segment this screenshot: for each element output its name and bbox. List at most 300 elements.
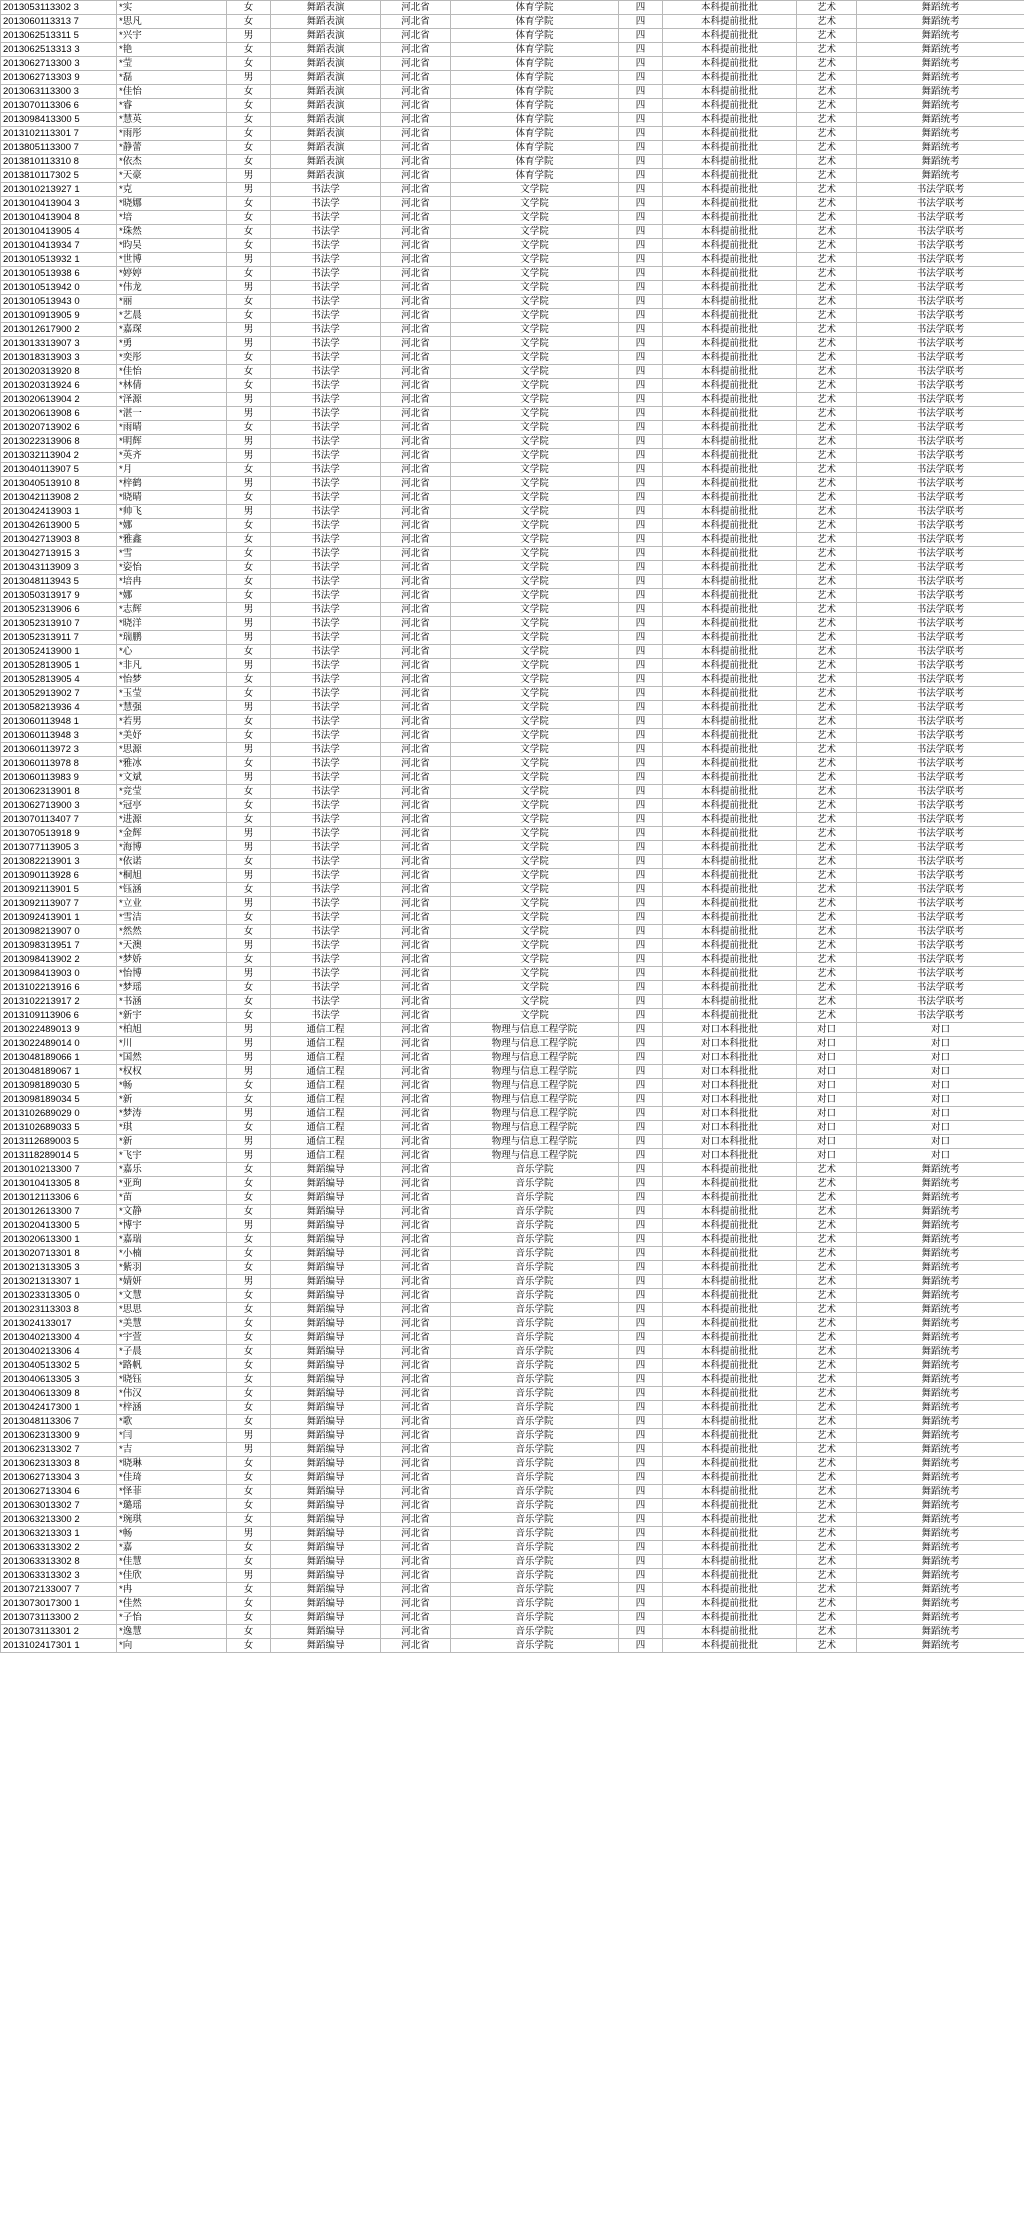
cell-category: 艺术 [797,1597,857,1611]
cell-major: 书法学 [271,659,381,673]
cell-major: 书法学 [271,379,381,393]
cell-province: 河北省 [381,1499,451,1513]
cell-category: 艺术 [797,85,857,99]
cell-province: 河北省 [381,1289,451,1303]
cell-college: 音乐学院 [451,1541,619,1555]
cell-study-years: 四 [619,1429,663,1443]
cell-sex: 女 [227,1639,271,1653]
cell-exam-type: 舞蹈统考 [857,1205,1024,1219]
cell-exam-type: 舞蹈统考 [857,1345,1024,1359]
cell-study-years: 四 [619,953,663,967]
cell-college: 音乐学院 [451,1331,619,1345]
cell-sex: 男 [227,169,271,183]
cell-study-years: 四 [619,729,663,743]
cell-exam-id: 2013010213927 1 [1,183,117,197]
table-row [1,1485,1024,1499]
cell-admission-batch: 本科提前批批 [663,1387,797,1401]
cell-college: 音乐学院 [451,1457,619,1471]
cell-sex: 男 [227,71,271,85]
cell-major: 书法学 [271,715,381,729]
cell-college: 文学院 [451,547,619,561]
cell-college: 音乐学院 [451,1513,619,1527]
cell-sex: 女 [227,155,271,169]
cell-college: 体育学院 [451,29,619,43]
cell-sex: 女 [227,85,271,99]
cell-sex: 男 [227,939,271,953]
cell-exam-id: 2013052913902 7 [1,687,117,701]
cell-admission-batch: 本科提前批批 [663,841,797,855]
cell-admission-batch: 本科提前批批 [663,1485,797,1499]
cell-province: 河北省 [381,617,451,631]
cell-study-years: 四 [619,855,663,869]
cell-category: 艺术 [797,701,857,715]
cell-exam-id: 2013042113908 2 [1,491,117,505]
cell-sex: 男 [227,603,271,617]
cell-admission-batch: 本科提前批批 [663,575,797,589]
cell-student-name: *克 [117,183,227,197]
cell-exam-type: 书法学联考 [857,659,1024,673]
cell-major: 书法学 [271,491,381,505]
cell-category: 艺术 [797,995,857,1009]
cell-major: 书法学 [271,925,381,939]
table-row [1,729,1024,743]
cell-college: 文学院 [451,631,619,645]
cell-exam-type: 书法学联考 [857,995,1024,1009]
cell-admission-batch: 本科提前批批 [663,1233,797,1247]
cell-sex: 男 [227,337,271,351]
cell-admission-batch: 本科提前批批 [663,1317,797,1331]
cell-major: 书法学 [271,603,381,617]
cell-study-years: 四 [619,1401,663,1415]
table-row [1,463,1024,477]
cell-province: 河北省 [381,841,451,855]
cell-college: 文学院 [451,925,619,939]
cell-student-name: *冉 [117,1583,227,1597]
cell-exam-id: 2013048189066 1 [1,1051,117,1065]
cell-exam-type: 书法学联考 [857,225,1024,239]
cell-student-name: *琪 [117,1121,227,1135]
cell-exam-type: 书法学联考 [857,267,1024,281]
cell-category: 艺术 [797,505,857,519]
cell-category: 艺术 [797,1485,857,1499]
cell-category: 艺术 [797,113,857,127]
cell-admission-batch: 本科提前批批 [663,155,797,169]
cell-study-years: 四 [619,1107,663,1121]
cell-college: 文学院 [451,855,619,869]
cell-student-name: *文慧 [117,1289,227,1303]
cell-province: 河北省 [381,267,451,281]
table-row [1,1051,1024,1065]
cell-admission-batch: 本科提前批批 [663,407,797,421]
cell-study-years: 四 [619,1233,663,1247]
cell-sex: 男 [227,897,271,911]
cell-study-years: 四 [619,141,663,155]
cell-exam-type: 对口 [857,1037,1024,1051]
cell-exam-id: 2013062513313 3 [1,43,117,57]
cell-province: 河北省 [381,827,451,841]
cell-province: 河北省 [381,1583,451,1597]
cell-college: 音乐学院 [451,1219,619,1233]
table-row [1,519,1024,533]
cell-sex: 女 [227,953,271,967]
cell-major: 舞蹈编导 [271,1443,381,1457]
cell-province: 河北省 [381,687,451,701]
cell-student-name: *实 [117,1,227,15]
cell-study-years: 四 [619,911,663,925]
cell-province: 河北省 [381,421,451,435]
cell-student-name: *志辉 [117,603,227,617]
cell-college: 音乐学院 [451,1191,619,1205]
cell-exam-id: 2013040213300 4 [1,1331,117,1345]
cell-province: 河北省 [381,1023,451,1037]
cell-exam-type: 书法学联考 [857,547,1024,561]
cell-province: 河北省 [381,631,451,645]
cell-study-years: 四 [619,995,663,1009]
cell-admission-batch: 本科提前批批 [663,505,797,519]
table-row [1,617,1024,631]
cell-study-years: 四 [619,71,663,85]
cell-exam-type: 舞蹈统考 [857,113,1024,127]
cell-college: 体育学院 [451,85,619,99]
cell-major: 舞蹈表演 [271,113,381,127]
cell-admission-batch: 本科提前批批 [663,1,797,15]
cell-province: 河北省 [381,1569,451,1583]
cell-college: 体育学院 [451,1,619,15]
cell-exam-id: 2013042413903 1 [1,505,117,519]
cell-exam-id: 2013052813905 4 [1,673,117,687]
cell-sex: 女 [227,883,271,897]
cell-sex: 女 [227,1247,271,1261]
cell-exam-type: 书法学联考 [857,477,1024,491]
cell-admission-batch: 对口本科批批 [663,1121,797,1135]
cell-admission-batch: 本科提前批批 [663,1303,797,1317]
cell-exam-type: 书法学联考 [857,393,1024,407]
cell-admission-batch: 本科提前批批 [663,1555,797,1569]
table-row [1,1359,1024,1373]
cell-college: 音乐学院 [451,1387,619,1401]
cell-category: 艺术 [797,211,857,225]
cell-study-years: 四 [619,1163,663,1177]
cell-province: 河北省 [381,281,451,295]
cell-student-name: *梓涵 [117,1401,227,1415]
cell-category: 艺术 [797,603,857,617]
table-row [1,1401,1024,1415]
cell-exam-type: 舞蹈统考 [857,71,1024,85]
cell-student-name: *文静 [117,1205,227,1219]
cell-exam-type: 对口 [857,1107,1024,1121]
table-row [1,939,1024,953]
cell-college: 文学院 [451,295,619,309]
table-row [1,183,1024,197]
cell-category: 艺术 [797,1163,857,1177]
cell-major: 书法学 [271,337,381,351]
cell-admission-batch: 本科提前批批 [663,1625,797,1639]
cell-college: 物理与信息工程学院 [451,1121,619,1135]
cell-category: 对口 [797,1065,857,1079]
cell-exam-id: 2013102417301 1 [1,1639,117,1653]
cell-category: 对口 [797,1135,857,1149]
cell-student-name: *立业 [117,897,227,911]
table-row [1,1639,1024,1653]
cell-exam-id: 2013040613309 8 [1,1387,117,1401]
cell-sex: 男 [227,1051,271,1065]
cell-category: 艺术 [797,547,857,561]
cell-category: 艺术 [797,631,857,645]
cell-study-years: 四 [619,967,663,981]
cell-exam-id: 2013062713304 6 [1,1485,117,1499]
cell-student-name: *璐瑶 [117,1499,227,1513]
table-row [1,57,1024,71]
cell-major: 舞蹈编导 [271,1163,381,1177]
table-row [1,1065,1024,1079]
cell-exam-id: 2013053113302 3 [1,1,117,15]
cell-study-years: 四 [619,1177,663,1191]
cell-province: 河北省 [381,1387,451,1401]
cell-category: 艺术 [797,267,857,281]
table-row [1,43,1024,57]
table-row [1,1555,1024,1569]
cell-major: 书法学 [271,239,381,253]
cell-sex: 男 [227,617,271,631]
cell-major: 书法学 [271,897,381,911]
cell-college: 音乐学院 [451,1317,619,1331]
cell-study-years: 四 [619,379,663,393]
cell-major: 舞蹈表演 [271,29,381,43]
cell-college: 文学院 [451,883,619,897]
cell-student-name: *艺晨 [117,309,227,323]
cell-major: 通信工程 [271,1051,381,1065]
cell-category: 艺术 [797,757,857,771]
cell-province: 河北省 [381,1639,451,1653]
cell-province: 河北省 [381,15,451,29]
cell-exam-type: 对口 [857,1149,1024,1163]
cell-student-name: *柏旭 [117,1023,227,1037]
table-row [1,855,1024,869]
table-row [1,1205,1024,1219]
table-row [1,897,1024,911]
cell-admission-batch: 对口本科批批 [663,1065,797,1079]
cell-sex: 女 [227,1079,271,1093]
cell-major: 通信工程 [271,1079,381,1093]
table-row [1,99,1024,113]
cell-admission-batch: 本科提前批批 [663,631,797,645]
cell-study-years: 四 [619,43,663,57]
table-row [1,1373,1024,1387]
cell-exam-id: 2013010513943 0 [1,295,117,309]
cell-exam-id: 2013805113300 7 [1,141,117,155]
cell-province: 河北省 [381,743,451,757]
table-row [1,1583,1024,1597]
cell-admission-batch: 本科提前批批 [663,645,797,659]
cell-study-years: 四 [619,1065,663,1079]
cell-sex: 男 [227,1135,271,1149]
table-row [1,379,1024,393]
table-row [1,589,1024,603]
cell-sex: 女 [227,519,271,533]
cell-college: 体育学院 [451,113,619,127]
cell-exam-id: 2013082213901 3 [1,855,117,869]
cell-major: 舞蹈表演 [271,169,381,183]
cell-major: 书法学 [271,869,381,883]
cell-exam-id: 2013098413300 5 [1,113,117,127]
cell-student-name: *嘉瑞 [117,1233,227,1247]
cell-college: 物理与信息工程学院 [451,1093,619,1107]
cell-student-name: *博宇 [117,1219,227,1233]
cell-admission-batch: 本科提前批批 [663,757,797,771]
cell-exam-id: 2013052313906 6 [1,603,117,617]
cell-exam-type: 书法学联考 [857,463,1024,477]
cell-major: 舞蹈编导 [271,1359,381,1373]
cell-exam-id: 2013098413902 2 [1,953,117,967]
cell-admission-batch: 本科提前批批 [663,701,797,715]
cell-exam-id: 2013020613300 1 [1,1233,117,1247]
cell-sex: 男 [227,701,271,715]
cell-sex: 女 [227,491,271,505]
cell-major: 书法学 [271,533,381,547]
cell-college: 文学院 [451,323,619,337]
cell-province: 河北省 [381,939,451,953]
table-row [1,365,1024,379]
table-row [1,1443,1024,1457]
cell-major: 书法学 [271,701,381,715]
cell-exam-type: 舞蹈统考 [857,1387,1024,1401]
cell-category: 艺术 [797,1625,857,1639]
cell-province: 河北省 [381,1107,451,1121]
cell-province: 河北省 [381,85,451,99]
cell-major: 书法学 [271,547,381,561]
cell-major: 书法学 [271,253,381,267]
table-row [1,883,1024,897]
cell-exam-id: 2013052413900 1 [1,645,117,659]
cell-province: 河北省 [381,575,451,589]
cell-college: 文学院 [451,701,619,715]
table-row [1,281,1024,295]
cell-admission-batch: 本科提前批批 [663,1219,797,1233]
cell-admission-batch: 本科提前批批 [663,659,797,673]
cell-province: 河北省 [381,57,451,71]
cell-major: 书法学 [271,631,381,645]
cell-exam-type: 书法学联考 [857,295,1024,309]
cell-category: 艺术 [797,435,857,449]
cell-sex: 女 [227,1345,271,1359]
cell-province: 河北省 [381,589,451,603]
cell-province: 河北省 [381,169,451,183]
cell-exam-type: 舞蹈统考 [857,1331,1024,1345]
cell-category: 艺术 [797,1331,857,1345]
cell-study-years: 四 [619,1135,663,1149]
cell-sex: 男 [227,449,271,463]
cell-student-name: *冠亭 [117,799,227,813]
cell-student-name: *佳怡 [117,85,227,99]
cell-exam-id: 2013020313924 6 [1,379,117,393]
cell-exam-id: 2013040113907 5 [1,463,117,477]
cell-college: 文学院 [451,799,619,813]
cell-exam-id: 2013010513942 0 [1,281,117,295]
cell-student-name: *珠然 [117,225,227,239]
cell-student-name: *伟龙 [117,281,227,295]
cell-exam-type: 书法学联考 [857,631,1024,645]
cell-sex: 女 [227,1513,271,1527]
table-row [1,743,1024,757]
cell-category: 艺术 [797,687,857,701]
cell-major: 舞蹈编导 [271,1387,381,1401]
cell-exam-type: 舞蹈统考 [857,1275,1024,1289]
cell-study-years: 四 [619,1639,663,1653]
cell-exam-id: 2013118289014 5 [1,1149,117,1163]
table-row [1,253,1024,267]
cell-province: 河北省 [381,155,451,169]
cell-major: 书法学 [271,883,381,897]
cell-major: 舞蹈编导 [271,1429,381,1443]
cell-sex: 女 [227,757,271,771]
table-row [1,1,1024,15]
cell-admission-batch: 本科提前批批 [663,1401,797,1415]
cell-category: 艺术 [797,351,857,365]
cell-admission-batch: 本科提前批批 [663,15,797,29]
cell-study-years: 四 [619,1149,663,1163]
cell-exam-id: 2013063313302 2 [1,1541,117,1555]
cell-admission-batch: 本科提前批批 [663,995,797,1009]
cell-exam-type: 书法学联考 [857,1009,1024,1023]
cell-student-name: *海博 [117,841,227,855]
cell-admission-batch: 本科提前批批 [663,169,797,183]
cell-study-years: 四 [619,1597,663,1611]
table-row [1,785,1024,799]
cell-sex: 男 [227,841,271,855]
cell-student-name: *梦涛 [117,1107,227,1121]
cell-province: 河北省 [381,519,451,533]
cell-major: 书法学 [271,799,381,813]
table-row [1,141,1024,155]
cell-exam-id: 2013012613300 7 [1,1205,117,1219]
cell-category: 艺术 [797,1191,857,1205]
cell-exam-id: 2013024133017 [1,1317,117,1331]
cell-student-name: *进源 [117,813,227,827]
table-row [1,1219,1024,1233]
cell-category: 艺术 [797,911,857,925]
cell-exam-id: 2013070113407 7 [1,813,117,827]
cell-major: 通信工程 [271,1023,381,1037]
cell-category: 艺术 [797,169,857,183]
cell-major: 舞蹈表演 [271,71,381,85]
cell-major: 舞蹈编导 [271,1373,381,1387]
cell-province: 河北省 [381,1135,451,1149]
cell-exam-id: 2013062713300 3 [1,57,117,71]
table-row [1,1457,1024,1471]
cell-exam-type: 舞蹈统考 [857,1163,1024,1177]
cell-admission-batch: 本科提前批批 [663,1499,797,1513]
cell-student-name: *依诺 [117,855,227,869]
cell-major: 舞蹈编导 [271,1541,381,1555]
cell-study-years: 四 [619,1037,663,1051]
cell-study-years: 四 [619,617,663,631]
cell-sex: 女 [227,421,271,435]
cell-admission-batch: 本科提前批批 [663,813,797,827]
cell-category: 对口 [797,1093,857,1107]
cell-exam-type: 舞蹈统考 [857,85,1024,99]
cell-sex: 女 [227,687,271,701]
cell-category: 艺术 [797,1233,857,1247]
cell-college: 文学院 [451,491,619,505]
cell-college: 文学院 [451,435,619,449]
table-row [1,407,1024,421]
cell-admission-batch: 本科提前批批 [663,687,797,701]
cell-exam-id: 2013022489013 9 [1,1023,117,1037]
cell-category: 艺术 [797,449,857,463]
cell-province: 河北省 [381,1303,451,1317]
cell-sex: 男 [227,183,271,197]
cell-study-years: 四 [619,365,663,379]
